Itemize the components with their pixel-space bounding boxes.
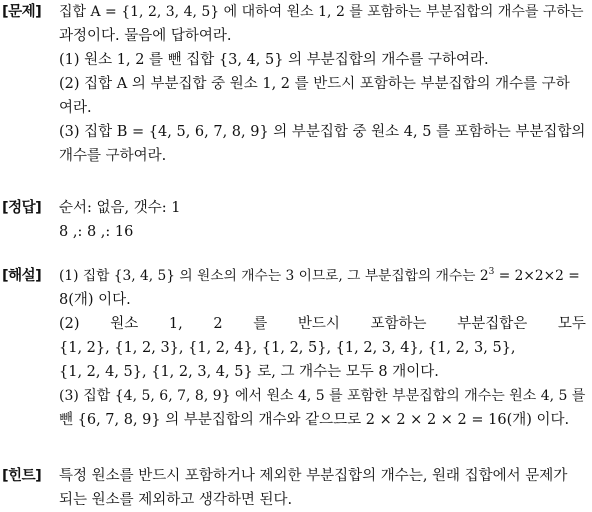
problem-line: 과정이다. 물음에 답하여라.: [59, 28, 232, 44]
solution-line: 8(개) 이다.: [59, 292, 131, 308]
solution-word: 2: [213, 316, 223, 332]
problem-line: 개수를 구하여라.: [59, 148, 167, 164]
problem-line: (1) 원소 1, 2 를 뺀 집합 {3, 4, 5} 의 부분집합의 개수를 구하여라.: [59, 52, 489, 68]
hint-tag: [힌트]: [2, 468, 42, 484]
hint-body: [59, 464, 586, 512]
solution-body: [59, 264, 586, 432]
problem-tag: [문제]: [2, 4, 42, 20]
answer-tag: [정답]: [2, 200, 42, 216]
problem-line: (2) 집합 A 의 부분집합 중 원소 1, 2 를 반드시 포함하는 부분집합의 개수를 구하: [59, 76, 570, 92]
problem-body: [59, 0, 586, 168]
solution-line: 뺀 {6, 7, 8, 9} 의 부분집합의 개수와 같으므로 2 × 2 × 2 × 2 = 16(개) 이다.: [59, 412, 570, 428]
solution-word: 부분집합은: [457, 316, 528, 332]
solution-line: [59, 264, 586, 288]
problem-line: (3) 집합 B = {4, 5, 6, 7, 8, 9} 의 부분집합 중 원소 4, 5 를 포함하는 부분집합의: [59, 124, 586, 140]
solution-line: {1, 2}, {1, 2, 3}, {1, 2, 4}, {1, 2, 5}, {1, 2, 3, 4}, {1, 2, 3, 5},: [59, 340, 516, 356]
hint-line: 특정 원소를 반드시 포함하거나 제외한 부분집합의 개수는, 원래 집합에서 문제가: [59, 468, 568, 484]
solution-word: 반드시: [297, 316, 340, 332]
solution-line: {1, 2, 4, 5}, {1, 2, 3, 4, 5} 로, 그 개수는 모두 8 개이다.: [59, 364, 439, 380]
answer-line: 순서: 없음, 갯수: 1: [59, 200, 181, 216]
solution-word: 원소: [110, 316, 139, 332]
solution-word: 모두: [557, 316, 586, 332]
solution-line-justified: [59, 312, 586, 336]
solution-word: 포함하는: [370, 316, 427, 332]
problem-line: 집합 A = {1, 2, 3, 4, 5} 에 대하여 원소 1, 2 를 포함하는 부분집합의 개수를 구하는: [59, 4, 584, 20]
solution-text: (1) 집합 {3, 4, 5} 의 원소의 개수는 3 이므로, 그 부분집합의 개수는 2: [59, 268, 489, 284]
solution-text: = 2×2×2 =: [494, 268, 580, 284]
answer-body: [59, 196, 586, 244]
solution-tag: [해설]: [2, 268, 42, 284]
solution-word: 1,: [168, 316, 183, 332]
exponent: 3: [488, 267, 495, 277]
hint-line: 되는 원소를 제외하고 생각하면 된다.: [59, 492, 293, 508]
solution-word: 를: [253, 316, 268, 332]
problem-line: 여라.: [59, 100, 92, 116]
solution-line: (3) 집합 {4, 5, 6, 7, 8, 9} 에서 원소 4, 5 를 포함한 부분집합의 개수는 원소 4, 5 를: [59, 388, 586, 404]
solution-word: (2): [59, 316, 80, 332]
answer-line: 8 ,: 8 ,: 16: [59, 224, 134, 240]
